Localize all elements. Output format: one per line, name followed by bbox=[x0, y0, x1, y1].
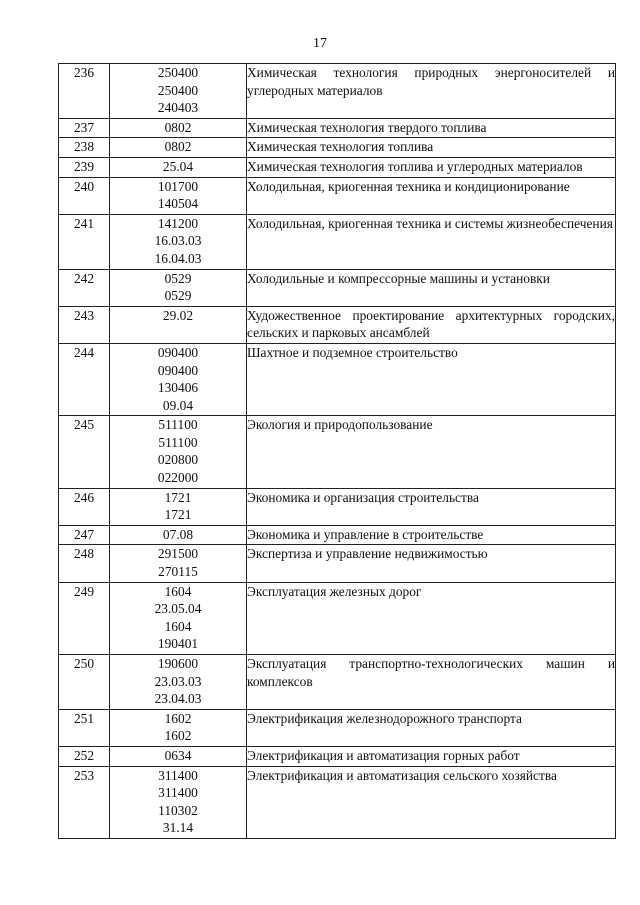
specialty-code: 190600 bbox=[157, 656, 199, 671]
specialty-name: Эксплуатация железных дорог bbox=[247, 582, 616, 654]
table-row bbox=[59, 416, 616, 488]
specialty-code: 29.02 bbox=[162, 307, 194, 323]
specialty-name: Экономика и управление в строительстве bbox=[247, 525, 616, 545]
specialty-codes bbox=[110, 343, 247, 415]
specialty-name: Электрификация железнодорожного транспорта bbox=[247, 709, 616, 746]
specialty-codes bbox=[110, 746, 247, 766]
row-number: 239 bbox=[59, 157, 110, 177]
specialty-codes bbox=[110, 64, 247, 119]
specialty-codes bbox=[110, 655, 247, 710]
specialty-code: 23.03.03 bbox=[154, 673, 202, 689]
specialty-code: 250400 bbox=[157, 65, 199, 80]
specialty-name: Художественное проектирование архитектурных городских, сельских и парковых ансамблей bbox=[247, 306, 616, 343]
specialty-name: Химическая технология твердого топлива bbox=[247, 118, 616, 138]
specialty-name: Холодильная, криогенная техника и системы жизнеобеспечения bbox=[247, 214, 616, 269]
specialty-name: Химическая технология топлива bbox=[247, 138, 616, 158]
specialty-codes bbox=[110, 269, 247, 306]
table-row bbox=[59, 525, 616, 545]
specialty-code: 250400 bbox=[157, 82, 199, 98]
table-row bbox=[59, 709, 616, 746]
specialty-code: 240403 bbox=[157, 100, 199, 116]
row-number: 248 bbox=[59, 545, 110, 582]
specialty-code: 130406 bbox=[157, 380, 199, 396]
table-row bbox=[59, 177, 616, 214]
row-number: 247 bbox=[59, 525, 110, 545]
specialty-code: 190401 bbox=[157, 636, 199, 652]
specialty-name: Электрификация и автоматизация сельского хозяйства bbox=[247, 766, 616, 838]
specialty-codes bbox=[110, 306, 247, 343]
specialty-codes bbox=[110, 177, 247, 214]
table-row bbox=[59, 343, 616, 415]
table-row bbox=[59, 64, 616, 119]
row-number: 236 bbox=[59, 64, 110, 119]
specialty-codes bbox=[110, 766, 247, 838]
specialty-codes bbox=[110, 545, 247, 582]
row-number: 253 bbox=[59, 766, 110, 838]
specialty-code: 291500 bbox=[157, 546, 199, 562]
specialty-code: 0529 bbox=[164, 270, 192, 286]
specialty-name: Экспертиза и управление недвижимостью bbox=[247, 545, 616, 582]
specialty-name: Химическая технология топлива и углеродных материалов bbox=[247, 157, 616, 177]
specialty-codes bbox=[110, 118, 247, 138]
specialty-code: 25.04 bbox=[162, 158, 194, 174]
specialty-code: 141200 bbox=[157, 215, 199, 231]
specialty-name: Экология и природопользование bbox=[247, 416, 616, 488]
specialty-code: 31.14 bbox=[162, 820, 194, 836]
specialty-code: 23.04.03 bbox=[154, 691, 202, 707]
row-number: 249 bbox=[59, 582, 110, 654]
specialty-codes bbox=[110, 582, 247, 654]
specialty-code: 16.04.03 bbox=[154, 250, 202, 266]
row-number: 242 bbox=[59, 269, 110, 306]
row-number: 245 bbox=[59, 416, 110, 488]
row-number: 244 bbox=[59, 343, 110, 415]
specialty-code: 110302 bbox=[158, 802, 198, 818]
specialty-code: 090400 bbox=[157, 362, 199, 378]
specialty-name: Экономика и организация строительства bbox=[247, 488, 616, 525]
specialty-code: 09.04 bbox=[162, 397, 194, 413]
specialty-code: 020800 bbox=[157, 452, 199, 468]
row-number: 238 bbox=[59, 138, 110, 158]
table-row bbox=[59, 157, 616, 177]
specialty-code: 1604 bbox=[164, 583, 192, 599]
specialty-codes bbox=[110, 138, 247, 158]
table-row bbox=[59, 306, 616, 343]
specialty-codes bbox=[110, 709, 247, 746]
specialty-code: 0802 bbox=[164, 119, 192, 135]
table-row bbox=[59, 138, 616, 158]
table-row bbox=[59, 118, 616, 138]
table-row bbox=[59, 582, 616, 654]
specialty-codes bbox=[110, 416, 247, 488]
specialty-name: Холодильная, криогенная техника и кондиционирование bbox=[247, 177, 616, 214]
specialty-code: 022000 bbox=[157, 470, 199, 486]
specialty-code: 511100 bbox=[158, 434, 198, 450]
specialty-name: Шахтное и подземное строительство bbox=[247, 343, 616, 415]
specialty-code: 311400 bbox=[158, 767, 198, 783]
specialty-name: Электрификация и автоматизация горных работ bbox=[247, 746, 616, 766]
specialty-codes bbox=[110, 214, 247, 269]
table-row bbox=[59, 655, 616, 710]
specialty-code: 090400 bbox=[157, 344, 199, 360]
table-row bbox=[59, 214, 616, 269]
page-number: 17 bbox=[313, 36, 327, 51]
row-number: 240 bbox=[59, 177, 110, 214]
specialty-codes bbox=[110, 488, 247, 525]
specialty-code: 1604 bbox=[164, 618, 192, 634]
row-number: 250 bbox=[59, 655, 110, 710]
specialty-name: Холодильные и компрессорные машины и установки bbox=[247, 269, 616, 306]
specialty-name: Химическая технология природных энергоносителей и углеродных материалов bbox=[247, 64, 616, 119]
table-row bbox=[59, 746, 616, 766]
specialty-table bbox=[58, 63, 616, 839]
table-row bbox=[59, 766, 616, 838]
specialty-code: 1602 bbox=[164, 728, 192, 744]
specialty-code: 511100 bbox=[158, 417, 198, 433]
specialty-name: Эксплуатация транспортно-технологических машин и комплексов bbox=[247, 655, 616, 710]
specialty-code: 311400 bbox=[158, 785, 198, 801]
specialty-code: 1721 bbox=[164, 507, 192, 523]
table-row bbox=[59, 545, 616, 582]
specialty-code: 16.03.03 bbox=[154, 233, 202, 249]
specialty-code: 101700 bbox=[157, 178, 199, 194]
specialty-code: 1602 bbox=[164, 710, 192, 726]
specialty-code: 0802 bbox=[164, 139, 192, 155]
row-number: 252 bbox=[59, 746, 110, 766]
specialty-table-body bbox=[59, 64, 616, 839]
specialty-code: 0634 bbox=[164, 747, 192, 763]
table-row bbox=[59, 488, 616, 525]
specialty-code: 07.08 bbox=[162, 526, 194, 542]
row-number: 237 bbox=[59, 118, 110, 138]
specialty-code: 0529 bbox=[164, 288, 192, 304]
row-number: 251 bbox=[59, 709, 110, 746]
specialty-code: 23.05.04 bbox=[154, 601, 202, 617]
table-row bbox=[59, 269, 616, 306]
specialty-codes bbox=[110, 157, 247, 177]
specialty-code: 270115 bbox=[158, 564, 198, 580]
specialty-codes bbox=[110, 525, 247, 545]
row-number: 241 bbox=[59, 214, 110, 269]
row-number: 246 bbox=[59, 488, 110, 525]
specialty-code: 1721 bbox=[164, 489, 192, 505]
specialty-code: 140504 bbox=[157, 196, 199, 212]
row-number: 243 bbox=[59, 306, 110, 343]
